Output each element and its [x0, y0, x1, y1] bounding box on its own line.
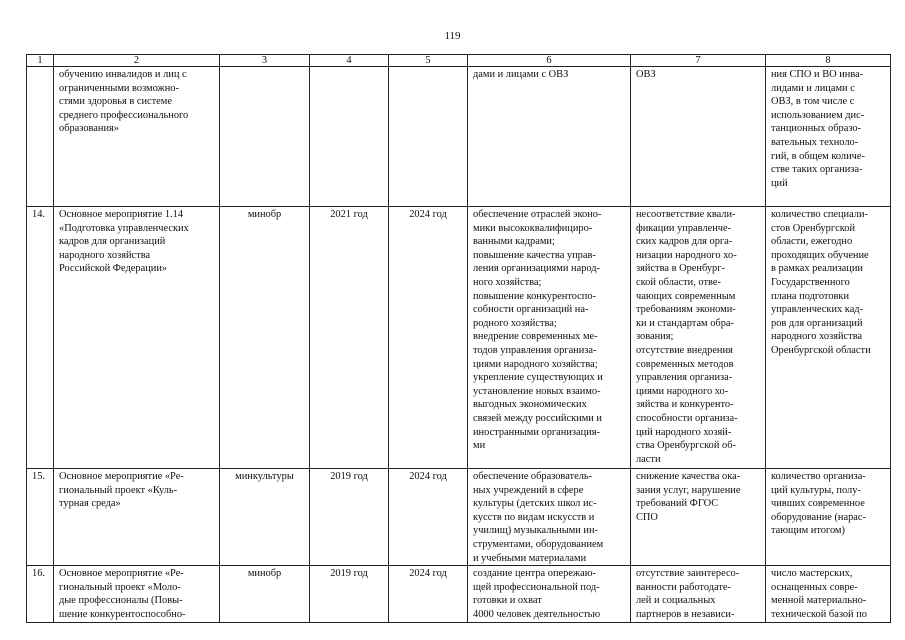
measure-name: обучению инвалидов и лиц с ограниченными возможно- стями здоровья в системе среднего профессионального образования»: [54, 67, 220, 207]
measures-table: [26, 54, 891, 623]
start-year: [310, 67, 389, 207]
column-header: 8: [766, 55, 891, 67]
executor: минобр: [220, 207, 310, 469]
executor: минкультуры: [220, 469, 310, 566]
start-year: 2021 год: [310, 207, 389, 469]
column-number-row: [27, 55, 891, 67]
start-year: 2019 год: [310, 566, 389, 622]
expected-result: обеспечение отраслей эконо- мики высококвалифициро- ванными кадрами; повышение качества управ- ления организациями народ- ного хозяйства; повышение конкурентоспо- собности организаций на- родного хозяйства; внедрение современных ме- тодов управления организа- циями народного хозяйства; укрепление существующих и установление новых взаимо- выгодных экономических связей между российскими и иностранными организация- ми: [468, 207, 631, 469]
start-year: 2019 год: [310, 469, 389, 566]
expected-result: создание центра опережаю- щей профессиональной под- готовки и охват 4000 человек деятельностью: [468, 566, 631, 622]
row-number: 16.: [27, 566, 54, 622]
executor: минобр: [220, 566, 310, 622]
column-header: 7: [631, 55, 766, 67]
column-header: 2: [54, 55, 220, 67]
indicator: число мастерских, оснащенных совре- менной материально- технической базой по: [766, 566, 891, 622]
indicator: ния СПО и ВО инва- лидами и лицами с ОВЗ, в том числе с использованием дис- танционных образо- вательных техноло- гий, в общем количе- стве таких организа- ций: [766, 67, 891, 207]
measure-name: Основное мероприятие 1.14 «Подготовка управленческих кадров для организаций народного хозяйства Российской Федерации»: [54, 207, 220, 469]
consequences: несоответствие квали- фикации управленче- ских кадров для орга- низации народного хо- зяйства в Оренбург- ской области, отве- чающих современным требованиям экономи- ки и стандартам обра- зования; отсутствие внедрения современных методов управления организа- циями народного хо- зяйства и конкуренто- способности организа- ций народного хозяй- ства Оренбургской об- ласти: [631, 207, 766, 469]
column-header: 1: [27, 55, 54, 67]
column-header: 5: [389, 55, 468, 67]
indicator: количество организа- ций культуры, полу- чивших современное оборудование (нарас- тающим итогом): [766, 469, 891, 566]
end-year: [389, 67, 468, 207]
consequences: снижение качества ока- зания услуг, нарушение требований ФГОС СПО: [631, 469, 766, 566]
table-row: [27, 566, 891, 622]
measure-name: Основное мероприятие «Ре- гиональный проект «Моло- дые профессионалы (Повы- шение конкурентоспособно-: [54, 566, 220, 622]
expected-result: дами и лицами с ОВЗ: [468, 67, 631, 207]
column-header: 6: [468, 55, 631, 67]
end-year: 2024 год: [389, 469, 468, 566]
end-year: 2024 год: [389, 207, 468, 469]
table-row: [27, 67, 891, 207]
table-row: [27, 469, 891, 566]
column-header: 4: [310, 55, 389, 67]
row-number: 15.: [27, 469, 54, 566]
page-number: 119: [444, 30, 461, 42]
table-row: [27, 207, 891, 469]
row-number: 14.: [27, 207, 54, 469]
consequences: ОВЗ: [631, 67, 766, 207]
end-year: 2024 год: [389, 566, 468, 622]
consequences: отсутствие заинтересо- ванности работодате- лей и социальных партнеров в независи-: [631, 566, 766, 622]
column-header: 3: [220, 55, 310, 67]
measure-name: Основное мероприятие «Ре- гиональный проект «Куль- турная среда»: [54, 469, 220, 566]
expected-result: обеспечение образователь- ных учреждений в сфере культуры (детских школ ис- кусств по видам искусств и училищ) музыкальными ин- струментами, оборудованием и учебными материалами: [468, 469, 631, 566]
row-number: [27, 67, 54, 207]
indicator: количество специали- стов Оренбургской области, ежегодно проходящих обучение в рамках реализации Государственного плана подготовки управленческих кад- ров для организаций народного хозяйства Оренбургской области: [766, 207, 891, 469]
executor: [220, 67, 310, 207]
